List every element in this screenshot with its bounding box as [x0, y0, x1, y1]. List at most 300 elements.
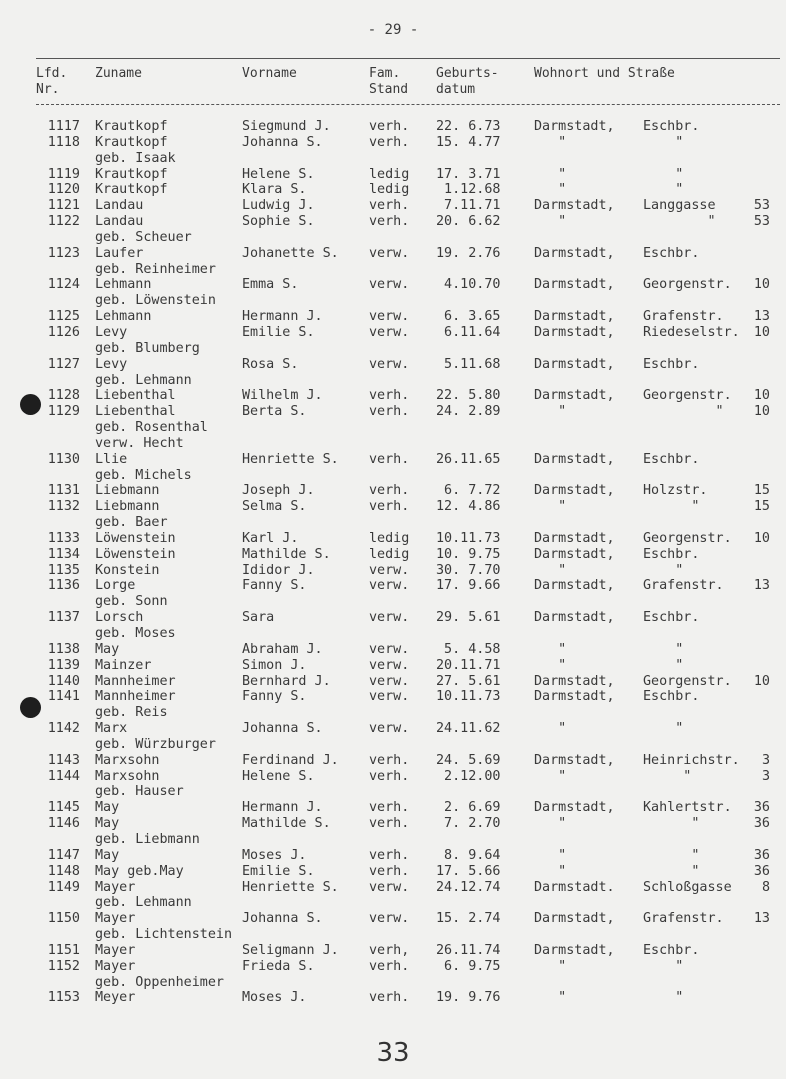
entry-number-cell: 1149	[47, 879, 80, 895]
surname-cell: May geb.May	[95, 863, 184, 879]
street-cell: "	[643, 641, 684, 657]
residence-cell: Darmstadt,	[534, 911, 615, 927]
residence-cell: "	[534, 499, 567, 515]
marital-status-cell: ledig	[369, 182, 410, 198]
table-row	[0, 721, 786, 737]
marital-status-cell: verh.	[369, 404, 410, 420]
street-cell: Schloßgasse	[643, 879, 732, 895]
marital-status-cell: verh.	[369, 800, 410, 816]
surname-cell: Krautkopf	[95, 119, 168, 134]
table-row	[0, 293, 786, 309]
first-name-cell: Karl J.	[242, 530, 299, 546]
residence-cell: Darmstadt,	[534, 451, 615, 467]
birth-date-cell: 6. 9.75	[436, 958, 501, 974]
first-name-cell: Fanny S.	[242, 689, 307, 705]
surname-cell: Liebmann	[95, 499, 160, 515]
entry-number-cell: 1152	[47, 958, 80, 974]
birth-date-cell: 1.12.68	[436, 182, 501, 198]
marital-status-cell: verh.	[369, 119, 410, 134]
street-cell: "	[643, 214, 716, 230]
marital-status-cell: verw.	[369, 641, 410, 657]
surname-cell: geb. Moses	[95, 626, 176, 641]
entry-number-cell: 1138	[47, 641, 80, 657]
birth-date-cell: 19. 9.76	[436, 990, 501, 1006]
surname-cell: Laufer	[95, 245, 144, 261]
table-row	[0, 880, 786, 896]
surname-cell: Krautkopf	[95, 166, 168, 182]
register-rows	[0, 119, 786, 1006]
surname-cell: Meyer	[95, 990, 136, 1006]
birth-date-cell: 26.11.65	[436, 451, 501, 467]
marital-status-cell: verh.	[369, 752, 410, 768]
marital-status-cell: verw.	[369, 578, 410, 594]
house-number-cell: 3	[761, 768, 770, 784]
marital-status-cell: verh.	[369, 451, 410, 467]
surname-cell: Löwenstein	[95, 530, 176, 546]
entry-number-cell: 1127	[47, 356, 80, 372]
table-row	[0, 737, 786, 753]
table-row	[0, 499, 786, 515]
surname-cell: verw. Hecht	[95, 435, 184, 451]
entry-number-cell: 1121	[47, 198, 80, 214]
street-cell: Langgasse	[643, 198, 716, 214]
handwritten-number: 33	[376, 1038, 410, 1068]
first-name-cell: Hermann J.	[242, 309, 323, 325]
birth-date-cell: 19. 2.76	[436, 245, 501, 261]
birth-date-cell: 7.11.71	[436, 198, 501, 214]
entry-number-cell: 1126	[47, 324, 80, 340]
surname-cell: geb. Würzburger	[95, 736, 216, 752]
first-name-cell: Berta S.	[242, 404, 307, 420]
street-cell: Eschbr.	[643, 610, 700, 626]
street-cell: "	[643, 499, 700, 515]
punch-hole	[20, 697, 41, 718]
surname-cell: Lorge	[95, 578, 136, 594]
entry-number-cell: 1141	[47, 689, 80, 705]
street-cell: Kahlertstr.	[643, 800, 732, 816]
birth-date-cell: 10.11.73	[436, 530, 501, 546]
house-number-cell: 10	[753, 530, 770, 546]
birth-date-cell: 22. 5.80	[436, 388, 501, 404]
birth-date-cell: 6. 7.72	[436, 483, 501, 499]
birth-date-cell: 17. 9.66	[436, 578, 501, 594]
surname-cell: May	[95, 847, 120, 863]
first-name-cell: Johanna S.	[242, 911, 323, 927]
house-number-cell: 15	[753, 499, 770, 515]
street-cell: "	[643, 990, 684, 1006]
entry-number-cell: 1120	[47, 182, 80, 198]
street-cell: Eschbr.	[643, 546, 700, 562]
first-name-cell: Henriette S.	[242, 451, 339, 467]
table-row	[0, 230, 786, 246]
surname-cell: Llie	[95, 451, 128, 467]
entry-number-cell: 1144	[47, 768, 80, 784]
residence-cell: Darmstadt,	[534, 388, 615, 404]
marital-status-cell: verh.	[369, 388, 410, 404]
street-cell: "	[643, 166, 684, 182]
marital-status-cell: verw.	[369, 245, 410, 261]
first-name-cell: Johanna S.	[242, 721, 323, 737]
table-row	[0, 262, 786, 278]
header-nr-line1: Lfd.	[36, 66, 68, 81]
street-cell: Eschbr.	[643, 942, 700, 958]
entry-number-cell: 1145	[47, 800, 80, 816]
surname-cell: Liebmann	[95, 483, 160, 499]
first-name-cell: Fanny S.	[242, 578, 307, 594]
entry-number-cell: 1130	[47, 451, 80, 467]
table-row	[0, 642, 786, 658]
surname-cell: Levy	[95, 324, 128, 340]
residence-cell: Darmstadt,	[534, 277, 615, 293]
first-name-cell: Moses J.	[242, 847, 307, 863]
birth-date-cell: 24.12.74	[436, 879, 501, 895]
birth-date-cell: 26.11.74	[436, 942, 501, 958]
birth-date-cell: 27. 5.61	[436, 673, 501, 689]
street-cell: "	[643, 958, 684, 974]
surname-cell: May	[95, 816, 120, 832]
first-name-cell: Moses J.	[242, 990, 307, 1006]
residence-cell: "	[534, 182, 567, 198]
table-row	[0, 578, 786, 594]
residence-cell: "	[534, 166, 567, 182]
surname-cell: geb. Reis	[95, 705, 168, 721]
birth-date-cell: 30. 7.70	[436, 562, 501, 578]
surname-cell: geb. Liebmann	[95, 831, 200, 847]
table-row	[0, 594, 786, 610]
birth-date-cell: 7. 2.70	[436, 816, 501, 832]
first-name-cell: Sara	[242, 610, 275, 626]
surname-cell: Landau	[95, 214, 144, 230]
surname-cell: geb. Sonn	[95, 594, 168, 610]
street-cell: "	[643, 768, 692, 784]
entry-number-cell: 1118	[47, 134, 80, 150]
first-name-cell: Frieda S.	[242, 958, 315, 974]
house-number-cell: 10	[753, 388, 770, 404]
street-cell: "	[643, 863, 700, 879]
table-row	[0, 182, 786, 198]
table-row	[0, 135, 786, 151]
table-row	[0, 800, 786, 816]
surname-cell: Lehmann	[95, 277, 152, 293]
street-cell: Holzstr.	[643, 483, 708, 499]
table-row	[0, 436, 786, 452]
surname-cell: Lehmann	[95, 309, 152, 325]
entry-number-cell: 1128	[47, 388, 80, 404]
street-cell: Eschbr.	[643, 356, 700, 372]
entry-number-cell: 1140	[47, 673, 80, 689]
table-row	[0, 563, 786, 579]
surname-cell: geb. Blumberg	[95, 340, 200, 356]
entry-number-cell: 1146	[47, 816, 80, 832]
surname-cell: Löwenstein	[95, 546, 176, 562]
table-row	[0, 404, 786, 420]
header-fam-line1: Fam.	[369, 66, 401, 81]
first-name-cell: Rosa S.	[242, 356, 299, 372]
entry-number-cell: 1119	[47, 166, 80, 182]
marital-status-cell: verw.	[369, 657, 410, 673]
first-name-cell: Simon J.	[242, 657, 307, 673]
first-name-cell: Johanette S.	[242, 245, 339, 261]
first-name-cell: Helene S.	[242, 768, 315, 784]
first-name-cell: Emma S.	[242, 277, 299, 293]
birth-date-cell: 17. 3.71	[436, 166, 501, 182]
house-number-cell: 13	[753, 578, 770, 594]
surname-cell: Marxsohn	[95, 752, 160, 768]
table-row	[0, 959, 786, 975]
birth-date-cell: 8. 9.64	[436, 847, 501, 863]
street-cell: Georgenstr.	[643, 530, 732, 546]
street-cell: Eschbr.	[643, 119, 700, 134]
table-row	[0, 943, 786, 959]
marital-status-cell: verh.	[369, 958, 410, 974]
street-cell: Eschbr.	[643, 689, 700, 705]
house-number-cell: 53	[753, 214, 770, 230]
residence-cell: "	[534, 214, 567, 230]
marital-status-cell: verw.	[369, 324, 410, 340]
surname-cell: geb. Löwenstein	[95, 293, 216, 309]
residence-cell: Darmstadt,	[534, 483, 615, 499]
first-name-cell: Helene S.	[242, 166, 315, 182]
surname-cell: geb. Lehmann	[95, 895, 192, 911]
surname-cell: Mayer	[95, 958, 136, 974]
table-row	[0, 911, 786, 927]
surname-cell: geb. Baer	[95, 515, 168, 531]
header-geb-line1: Geburts-	[436, 66, 499, 81]
entry-number-cell: 1139	[47, 657, 80, 673]
surname-cell: geb. Michels	[95, 467, 192, 483]
birth-date-cell: 6. 3.65	[436, 309, 501, 325]
house-number-cell: 3	[761, 752, 770, 768]
birth-date-cell: 5. 4.58	[436, 641, 501, 657]
birth-date-cell: 24. 2.89	[436, 404, 501, 420]
birth-date-cell: 15. 4.77	[436, 134, 501, 150]
entry-number-cell: 1143	[47, 752, 80, 768]
street-cell: Grafenstr.	[643, 578, 724, 594]
street-cell: "	[643, 134, 684, 150]
residence-cell: "	[534, 847, 567, 863]
first-name-cell: Selma S.	[242, 499, 307, 515]
street-cell: Grafenstr.	[643, 911, 724, 927]
entry-number-cell: 1147	[47, 847, 80, 863]
house-number-cell: 36	[753, 863, 770, 879]
residence-cell: Darmstadt,	[534, 198, 615, 214]
entry-number-cell: 1151	[47, 942, 80, 958]
marital-status-cell: verh.	[369, 990, 410, 1006]
first-name-cell: Sophie S.	[242, 214, 315, 230]
marital-status-cell: verh.	[369, 483, 410, 499]
entry-number-cell: 1125	[47, 309, 80, 325]
table-row	[0, 373, 786, 389]
surname-cell: Krautkopf	[95, 182, 168, 198]
residence-cell: Darmstadt,	[534, 610, 615, 626]
entry-number-cell: 1122	[47, 214, 80, 230]
surname-cell: geb. Lehmann	[95, 372, 192, 388]
table-row	[0, 705, 786, 721]
header-rule	[36, 104, 780, 105]
entry-number-cell: 1129	[47, 404, 80, 420]
marital-status-cell: verh.	[369, 499, 410, 515]
marital-status-cell: verh.	[369, 816, 410, 832]
table-row	[0, 388, 786, 404]
marital-status-cell: verh.	[369, 863, 410, 879]
marital-status-cell: verh.	[369, 768, 410, 784]
table-row	[0, 610, 786, 626]
table-row	[0, 848, 786, 864]
birth-date-cell: 2. 6.69	[436, 800, 501, 816]
table-row	[0, 674, 786, 690]
marital-status-cell: verw.	[369, 721, 410, 737]
top-rule	[36, 58, 780, 59]
table-row	[0, 769, 786, 785]
marital-status-cell: verw.	[369, 562, 410, 578]
table-row	[0, 277, 786, 293]
table-row	[0, 214, 786, 230]
entry-number-cell: 1153	[47, 990, 80, 1006]
street-cell: "	[643, 657, 684, 673]
first-name-cell: Hermann J.	[242, 800, 323, 816]
first-name-cell: Ferdinand J.	[242, 752, 339, 768]
surname-cell: Mannheimer	[95, 673, 176, 689]
entry-number-cell: 1117	[47, 119, 80, 134]
header-zuname: Zuname	[95, 66, 142, 81]
marital-status-cell: ledig	[369, 530, 410, 546]
marital-status-cell: verw.	[369, 879, 410, 895]
table-row	[0, 167, 786, 183]
header-nr-line2: Nr.	[36, 82, 60, 97]
birth-date-cell: 6.11.64	[436, 324, 501, 340]
birth-date-cell: 20. 6.62	[436, 214, 501, 230]
surname-cell: Landau	[95, 198, 144, 214]
entry-number-cell: 1123	[47, 245, 80, 261]
marital-status-cell: verh.	[369, 214, 410, 230]
street-cell: Georgenstr.	[643, 277, 732, 293]
residence-cell: Darmstadt,	[534, 309, 615, 325]
table-row	[0, 816, 786, 832]
entry-number-cell: 1134	[47, 546, 80, 562]
marital-status-cell: ledig	[369, 546, 410, 562]
table-row	[0, 198, 786, 214]
surname-cell: Konstein	[95, 562, 160, 578]
street-cell: Grafenstr.	[643, 309, 724, 325]
birth-date-cell: 10.11.73	[436, 689, 501, 705]
marital-status-cell: verw.	[369, 277, 410, 293]
birth-date-cell: 20.11.71	[436, 657, 501, 673]
header-wohnort: Wohnort und Straße	[534, 66, 675, 81]
first-name-cell: Abraham J.	[242, 641, 323, 657]
residence-cell: Darmstadt,	[534, 942, 615, 958]
surname-cell: geb. Hauser	[95, 784, 184, 800]
marital-status-cell: ledig	[369, 166, 410, 182]
birth-date-cell: 24. 5.69	[436, 752, 501, 768]
birth-date-cell: 24.11.62	[436, 721, 501, 737]
surname-cell: Marx	[95, 721, 128, 737]
street-cell: "	[643, 404, 724, 420]
table-row	[0, 895, 786, 911]
street-cell: Eschbr.	[643, 245, 700, 261]
birth-date-cell: 17. 5.66	[436, 863, 501, 879]
house-number-cell: 36	[753, 847, 770, 863]
first-name-cell: Seligmann J.	[242, 942, 339, 958]
first-name-cell: Klara S.	[242, 182, 307, 198]
house-number-cell: 8	[761, 879, 770, 895]
surname-cell: Marxsohn	[95, 768, 160, 784]
table-row	[0, 658, 786, 674]
street-cell: Georgenstr.	[643, 673, 732, 689]
table-row	[0, 468, 786, 484]
residence-cell: "	[534, 134, 567, 150]
residence-cell: "	[534, 816, 567, 832]
surname-cell: Krautkopf	[95, 134, 168, 150]
residence-cell: Darmstadt,	[534, 578, 615, 594]
entry-number-cell: 1135	[47, 562, 80, 578]
header-nr	[36, 66, 67, 98]
first-name-cell: Bernhard J.	[242, 673, 331, 689]
surname-cell: Mayer	[95, 879, 136, 895]
entry-number-cell: 1142	[47, 721, 80, 737]
house-number-cell: 13	[753, 309, 770, 325]
house-number-cell: 36	[753, 816, 770, 832]
residence-cell: "	[534, 657, 567, 673]
birth-date-cell: 2.12.00	[436, 768, 501, 784]
table-row	[0, 531, 786, 547]
birth-date-cell: 5.11.68	[436, 356, 501, 372]
residence-cell: Darmstadt,	[534, 800, 615, 816]
residence-cell: Darmstadt.	[534, 879, 615, 895]
residence-cell: Darmstadt,	[534, 530, 615, 546]
surname-cell: geb. Rosenthal	[95, 420, 208, 436]
street-cell: Georgenstr.	[643, 388, 732, 404]
first-name-cell: Mathilde S.	[242, 546, 331, 562]
surname-cell: Liebenthal	[95, 404, 176, 420]
house-number-cell: 36	[753, 800, 770, 816]
marital-status-cell: verw.	[369, 689, 410, 705]
surname-cell: Mayer	[95, 942, 136, 958]
residence-cell: Darmstadt,	[534, 356, 615, 372]
surname-cell: May	[95, 641, 120, 657]
entry-number-cell: 1133	[47, 530, 80, 546]
house-number-cell: 10	[753, 673, 770, 689]
table-row	[0, 975, 786, 991]
house-number-cell: 10	[753, 324, 770, 340]
table-row	[0, 246, 786, 262]
surname-cell: Mayer	[95, 911, 136, 927]
marital-status-cell: verw.	[369, 610, 410, 626]
entry-number-cell: 1137	[47, 610, 80, 626]
residence-cell: Darmstadt,	[534, 752, 615, 768]
surname-cell: geb. Reinheimer	[95, 261, 216, 277]
table-row	[0, 626, 786, 642]
surname-cell: geb. Isaak	[95, 150, 176, 166]
surname-cell: Lorsch	[95, 610, 144, 626]
table-row	[0, 151, 786, 167]
first-name-cell: Ididor J.	[242, 562, 315, 578]
street-cell: Eschbr.	[643, 451, 700, 467]
table-row	[0, 547, 786, 563]
first-name-cell: Joseph J.	[242, 483, 315, 499]
surname-cell: Mannheimer	[95, 689, 176, 705]
house-number-cell: 10	[753, 404, 770, 420]
first-name-cell: Henriette S.	[242, 879, 339, 895]
page-number: - 29 -	[367, 22, 419, 38]
street-cell: "	[643, 816, 700, 832]
street-cell: Riedeselstr.	[643, 324, 740, 340]
table-row	[0, 341, 786, 357]
surname-cell: geb. Scheuer	[95, 229, 192, 245]
surname-cell: May	[95, 800, 120, 816]
street-cell: Heinrichstr.	[643, 752, 740, 768]
first-name-cell: Siegmund J.	[242, 119, 331, 134]
marital-status-cell: verw.	[369, 356, 410, 372]
